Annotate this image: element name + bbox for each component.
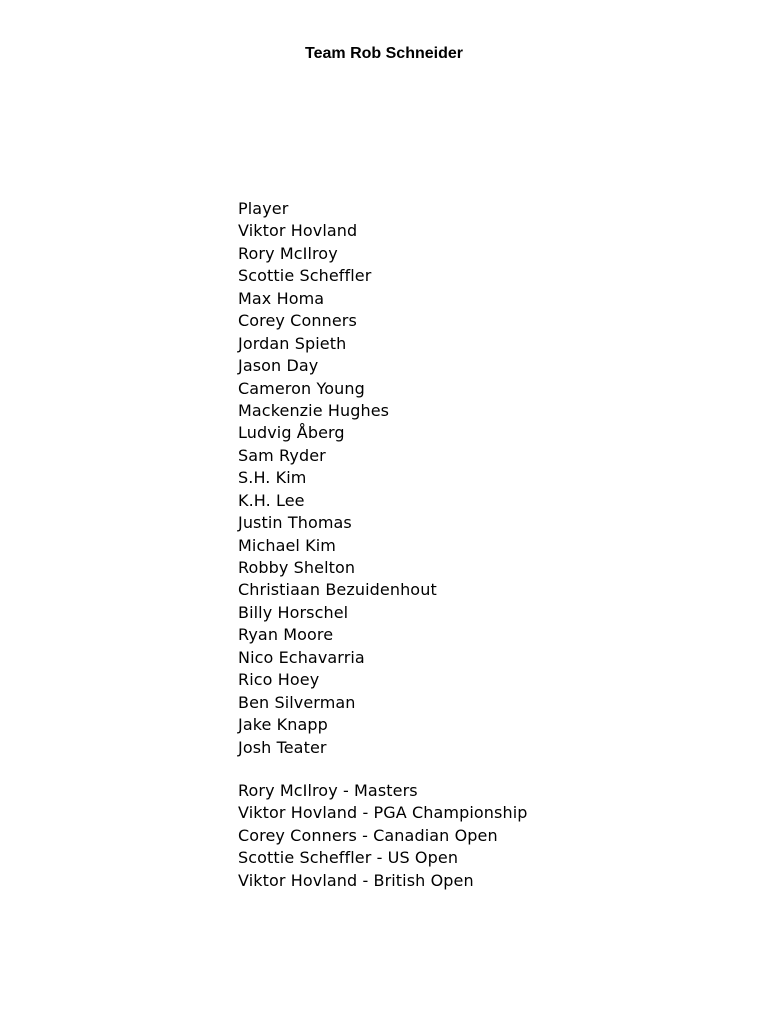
major-pick: Viktor Hovland - British Open xyxy=(238,870,474,890)
player-name: Michael Kim xyxy=(238,535,336,555)
major-pick: Scottie Scheffler - US Open xyxy=(238,848,459,868)
player-name: S.H. Kim xyxy=(238,468,307,488)
player-name: Robby Shelton xyxy=(238,558,356,577)
major-pick: Viktor Hovland - PGA Championship xyxy=(238,803,528,823)
player-name: Cameron Young xyxy=(238,378,365,398)
player-name: Josh Teater xyxy=(238,737,327,757)
player-name: Christiaan Bezuidenhout xyxy=(238,580,437,600)
player-name: Ludvig Åberg xyxy=(238,423,345,443)
major-pick: Rory McIlroy - Masters xyxy=(238,781,418,800)
page-title: Team Rob Schneider xyxy=(305,45,463,62)
player-name: Mackenzie Hughes xyxy=(238,400,390,420)
player-name: Ryan Moore xyxy=(238,625,334,645)
player-name: Rory McIlroy xyxy=(238,243,338,263)
player-name: Rico Hoey xyxy=(238,670,320,690)
player-name: Justin Thomas xyxy=(238,513,352,533)
player-name: Scottie Scheffler xyxy=(238,266,372,286)
player-name: Jake Knapp xyxy=(238,715,328,735)
player-name: Max Homa xyxy=(238,288,325,308)
player-name: K.H. Lee xyxy=(238,490,305,510)
player-list xyxy=(238,198,437,759)
player-list-header: Player xyxy=(238,199,289,218)
player-name: Nico Echavarria xyxy=(238,647,365,667)
player-name: Corey Conners xyxy=(238,311,357,331)
majors-picks-list xyxy=(238,780,528,892)
major-pick: Corey Conners - Canadian Open xyxy=(238,825,498,845)
player-name: Billy Horschel xyxy=(238,602,349,622)
player-name: Jason Day xyxy=(238,356,319,376)
player-name: Viktor Hovland xyxy=(238,221,358,241)
player-name: Jordan Spieth xyxy=(238,333,347,353)
player-name: Sam Ryder xyxy=(238,445,326,465)
player-name: Ben Silverman xyxy=(238,692,356,712)
